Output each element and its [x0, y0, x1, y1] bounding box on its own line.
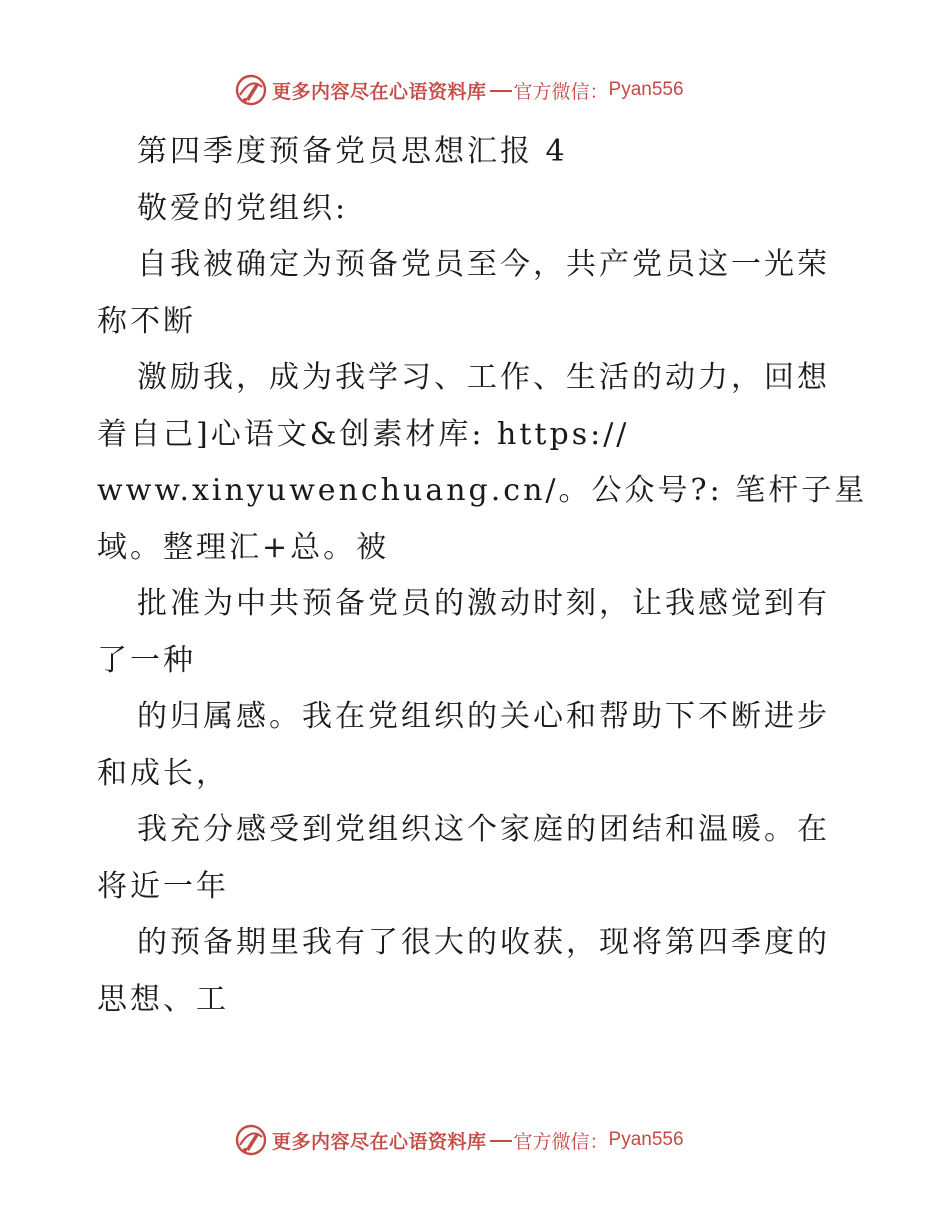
footer-wechat-id: Pyan556 — [608, 1129, 684, 1150]
salutation: 敬爱的党组织: — [137, 190, 349, 226]
body-line: 着自己]心语文&创素材库: https:// — [97, 416, 630, 452]
footer-wechat-label: 官方微信： — [513, 1130, 609, 1153]
body-line: 将近一年 — [97, 868, 229, 904]
body-line: 称不断 — [97, 303, 196, 339]
body-line: 和成长， — [97, 755, 229, 791]
body-line: 激励我，成为我学习、工作、生活的动力，回想 — [137, 360, 830, 395]
header-brand-text: 更多内容尽在心语资料库 — [272, 80, 487, 103]
body-line: 批准为中共预备党员的激动时刻，让我感觉到有 — [137, 586, 830, 621]
document-body — [97, 124, 868, 1028]
body-line: 自我被确定为预备党员至今，共产党员这一光荣 — [137, 247, 830, 282]
footer-banner — [234, 1122, 684, 1158]
body-line: 我充分感受到党组织这个家庭的团结和温暖。在 — [137, 812, 830, 847]
body-line: www.xinyuwenchuang.cn/。公众号?: 笔杆子星 — [97, 473, 868, 508]
brand-logo-icon — [234, 73, 268, 107]
header-wechat-id: Pyan556 — [608, 79, 684, 100]
body-line: 的归属感。我在党组织的关心和帮助下不断进步 — [137, 699, 830, 734]
footer-separator — [490, 1140, 512, 1142]
footer-brand-text: 更多内容尽在心语资料库 — [272, 1130, 487, 1153]
body-line: 域。整理汇+总。被 — [97, 529, 390, 565]
header-separator — [490, 90, 512, 92]
header-banner — [234, 72, 684, 108]
body-line: 了一种 — [97, 642, 196, 678]
document-title: 第四季度预备党员思想汇报 4 — [137, 134, 568, 169]
body-line: 思想、工 — [97, 981, 229, 1017]
body-line: 的预备期里我有了很大的收获，现将第四季度的 — [137, 925, 830, 960]
brand-logo-icon — [234, 1123, 268, 1157]
header-wechat-label: 官方微信： — [513, 80, 609, 103]
